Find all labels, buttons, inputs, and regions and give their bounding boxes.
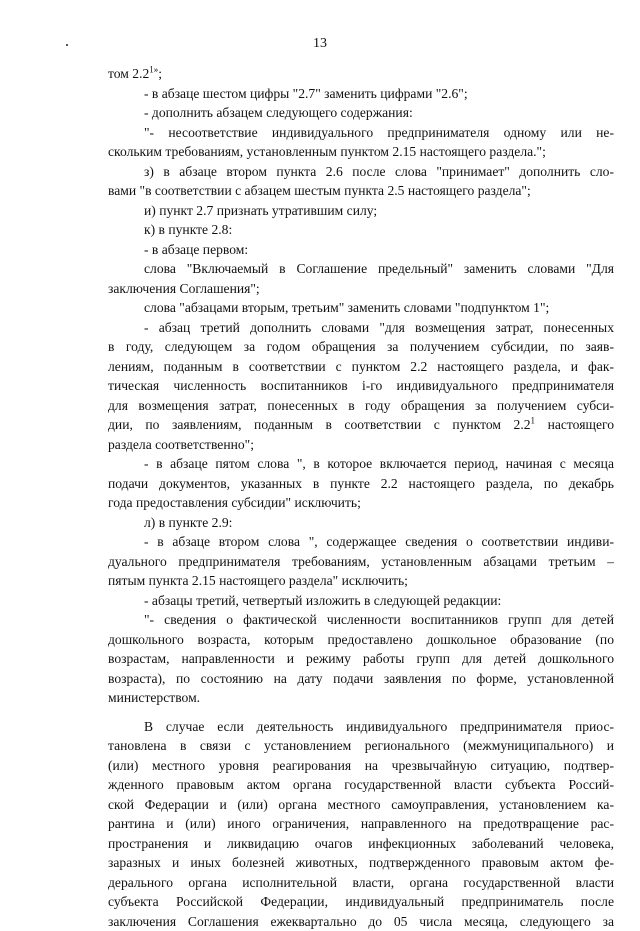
text-line: - дополнить абзацем следующего содержания: xyxy=(108,103,614,123)
text-line: подачи документов, указанных в пункте 2.2 настоящего раздела, по декабрь xyxy=(108,474,614,494)
document-body xyxy=(108,64,614,931)
paragraph-gap xyxy=(108,708,614,717)
text-line: раздела соответственно"; xyxy=(108,435,614,455)
text-line: дуального предпринимателя требованиям, установленным абзацами третьим – xyxy=(108,552,614,572)
text-line: ской Федерации и (или) органа местного самоуправления, установлением ка- xyxy=(108,795,614,815)
text-line: "- сведения о фактической численности воспитанников групп для детей xyxy=(108,610,614,630)
text-line: заразных и иных болезней животных, подтвержденного правовым актом фе- xyxy=(108,853,614,873)
text-line: субъекта Российской Федерации, индивидуальный предприниматель после xyxy=(108,892,614,912)
text-line: - в абзаце пятом слова ", в которое включается период, начиная с месяца xyxy=(108,454,614,474)
text-line: "- несоответствие индивидуального предпринимателя одному или не- xyxy=(108,123,614,143)
page-number: 13 xyxy=(0,36,640,52)
superscript: 1 xyxy=(531,415,536,425)
text-line: заключения Соглашения ежеквартально до 05 числа месяца, следующего за xyxy=(108,912,614,931)
text-line: дошкольного возраста, которым предоставлено дошкольное образование (по xyxy=(108,630,614,650)
text-line: дии, по заявлениям, поданным в соответствии с пунктом $2.2^1$ настоящего xyxy=(108,415,614,435)
text-line: з) в абзаце втором пункта 2.6 после слова "принимает" дополнить сло- xyxy=(108,162,614,182)
text-line: тическая численность воспитанников i-го индивидуального предпринимателя xyxy=(108,376,614,396)
text-line: возраста), по состоянию на дату подачи заявления по форме, установленной xyxy=(108,669,614,689)
text-line: том $2.2^{1»}$; xyxy=(108,64,614,84)
text-line: рантина и (или) иного ограничения, направленного на предотвращение рас- xyxy=(108,814,614,834)
text-line: скольким требованиям, установленным пунктом 2.15 настоящего раздела."; xyxy=(108,142,614,162)
text-line: возрастам, направленности и режиму работы групп для детей дошкольного xyxy=(108,649,614,669)
text-line: слова "абзацами вторым, третьим" заменить словами "подпунктом 1"; xyxy=(108,298,614,318)
text-line: - в абзаце шестом цифры "2.7" заменить цифрами "2.6"; xyxy=(108,84,614,104)
text-line: министерством. xyxy=(108,688,614,708)
text-line: В случае если деятельность индивидуального предпринимателя приос- xyxy=(108,717,614,737)
text-line: вами "в соответствии с абзацем шестым пункта 2.5 настоящего раздела"; xyxy=(108,181,614,201)
text-line: и) пункт 2.7 признать утратившим силу; xyxy=(108,201,614,221)
text-line: заключения Соглашения"; xyxy=(108,279,614,299)
superscript: 1» xyxy=(149,64,158,74)
text-line: - абзац третий дополнить словами "для возмещения затрат, понесенных xyxy=(108,318,614,338)
text-line: слова "Включаемый в Соглашение предельный" заменить словами "Для xyxy=(108,259,614,279)
text-line: пространения и ликвидацию очагов инфекционных заболеваний человека, xyxy=(108,834,614,854)
text-line: - в абзаце первом: xyxy=(108,240,614,260)
text-line: (или) местного уровня реагирования на чрезвычайную ситуацию, подтвер- xyxy=(108,756,614,776)
text-line: тановлена в связи с установлением регионального (межмуниципального) и xyxy=(108,736,614,756)
text-line: пятым пункта 2.15 настоящего раздела" исключить; xyxy=(108,571,614,591)
text-line: - в абзаце втором слова ", содержащее сведения о соответствии индиви- xyxy=(108,532,614,552)
text-line: жденного правовым актом органа государственной власти субъекта Россий- xyxy=(108,775,614,795)
text-line: лениям, поданным в соответствии с пунктом 2.2 настоящего раздела, и фак- xyxy=(108,357,614,377)
text-line: года предоставления субсидии" исключить; xyxy=(108,493,614,513)
text-line: к) в пункте 2.8: xyxy=(108,220,614,240)
scan-speck xyxy=(66,44,68,46)
text-line: - абзацы третий, четвертый изложить в следующей редакции: xyxy=(108,591,614,611)
text-line: для возмещения затрат, понесенных в году обращения за получением субси- xyxy=(108,396,614,416)
text-line: л) в пункте 2.9: xyxy=(108,513,614,533)
text-line: в году, следующем за годом обращения за получением субсидии, по заяв- xyxy=(108,337,614,357)
text-line: дерального органа исполнительной власти, органа государственной власти xyxy=(108,873,614,893)
